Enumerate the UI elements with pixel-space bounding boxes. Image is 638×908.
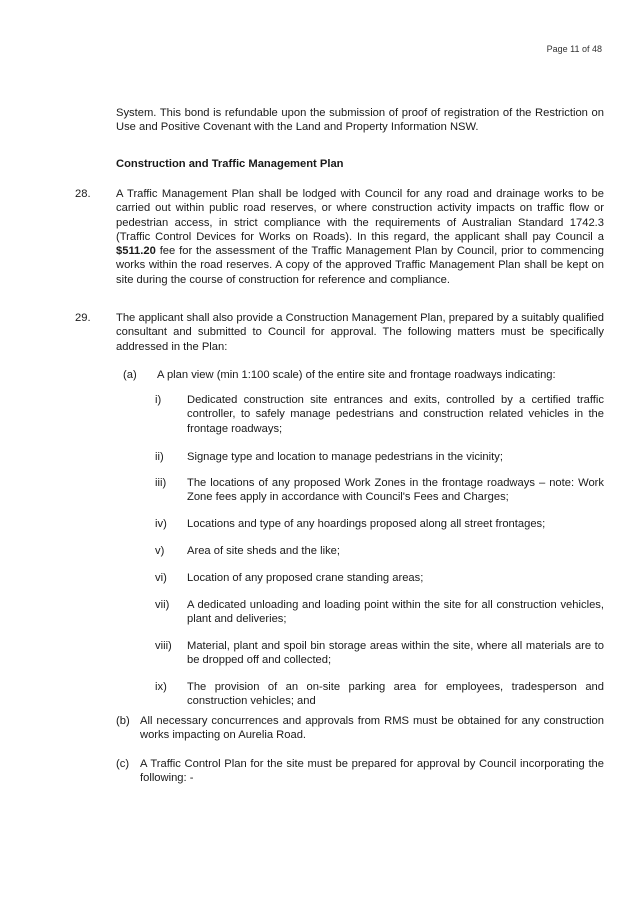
intro-paragraph: System. This bond is refundable upon the submission of proof of registration of the Restriction on Use and Positive Covenant with the Land and Property Information NSW. (116, 107, 604, 134)
list-item: Area of site sheds and the like; (187, 545, 340, 557)
clause-number: 28. (75, 188, 91, 200)
clause-28-text-before: A Traffic Management Plan shall be lodged with Council for any road and drainage works to be carried out within public road reserves, or where construction activity impacts on traffic flow or pedestrian access, in strict compliance with the requirements of Australian Standard 1742.3 (Traffic Control Devices for Works on Roads). In this regard, the applicant shall pay Council a (116, 188, 604, 243)
list-item-numeral: vii) (155, 599, 170, 611)
list-item: The provision of an on-site parking area for employees, tradesperson and construction vehicles; and (187, 681, 604, 708)
fee-amount: $511.20 (116, 245, 156, 258)
list-item: The locations of any proposed Work Zones in the frontage roadways – note: Work Zone fees apply in accordance with Council's Fees and Charges; (187, 477, 604, 504)
sub-clause-text: A plan view (min 1:100 scale) of the entire site and frontage roadways indicating: (157, 369, 556, 381)
list-item-numeral: vi) (155, 572, 167, 584)
clause-29-text: The applicant shall also provide a Construction Management Plan, prepared by a suitably qualified consultant and submitted to Council for approval. The following matters must be specifically addressed in the Plan: (116, 312, 604, 353)
list-item-numeral: ix) (155, 681, 167, 693)
sub-clause-label: (b) (116, 715, 130, 727)
clause-number: 29. (75, 312, 91, 324)
list-item: Material, plant and spoil bin storage areas within the site, where all materials are to be dropped off and collected; (187, 640, 604, 667)
sub-clause-label: (a) (123, 369, 137, 381)
list-item-numeral: ii) (155, 451, 164, 463)
list-item: Location of any proposed crane standing areas; (187, 572, 424, 584)
clause-28-text (116, 187, 604, 287)
list-item-numeral: i) (155, 394, 162, 406)
list-item-numeral: iv) (155, 518, 167, 530)
sub-clause-text: A Traffic Control Plan for the site must be prepared for approval by Council incorporating the following: - (140, 758, 604, 785)
clause-28-text-after: fee for the assessment of the Traffic Management Plan by Council, prior to commencing works within the road reserves. A copy of the approved Traffic Management Plan shall be kept on site during the course of construction for reference and compliance. (116, 245, 604, 286)
list-item-numeral: iii) (155, 477, 167, 489)
list-item: Signage type and location to manage pedestrians in the vicinity; (187, 451, 503, 463)
list-item: Dedicated construction site entrances and exits, controlled by a certified traffic controller, to safely manage pedestrians and construction related vehicles in the frontage roadways; (187, 394, 604, 435)
sub-clause-text: All necessary concurrences and approvals from RMS must be obtained for any construction works impacting on Aurelia Road. (140, 715, 604, 742)
list-item-numeral: viii) (155, 640, 172, 652)
list-item-numeral: v) (155, 545, 165, 557)
page-number: Page 11 of 48 (546, 44, 602, 54)
list-item: Locations and type of any hoardings proposed along all street frontages; (187, 518, 546, 530)
list-item: A dedicated unloading and loading point within the site for all construction vehicles, plant and deliveries; (187, 599, 604, 626)
sub-clause-label: (c) (116, 758, 130, 770)
section-heading: Construction and Traffic Management Plan (116, 158, 344, 170)
